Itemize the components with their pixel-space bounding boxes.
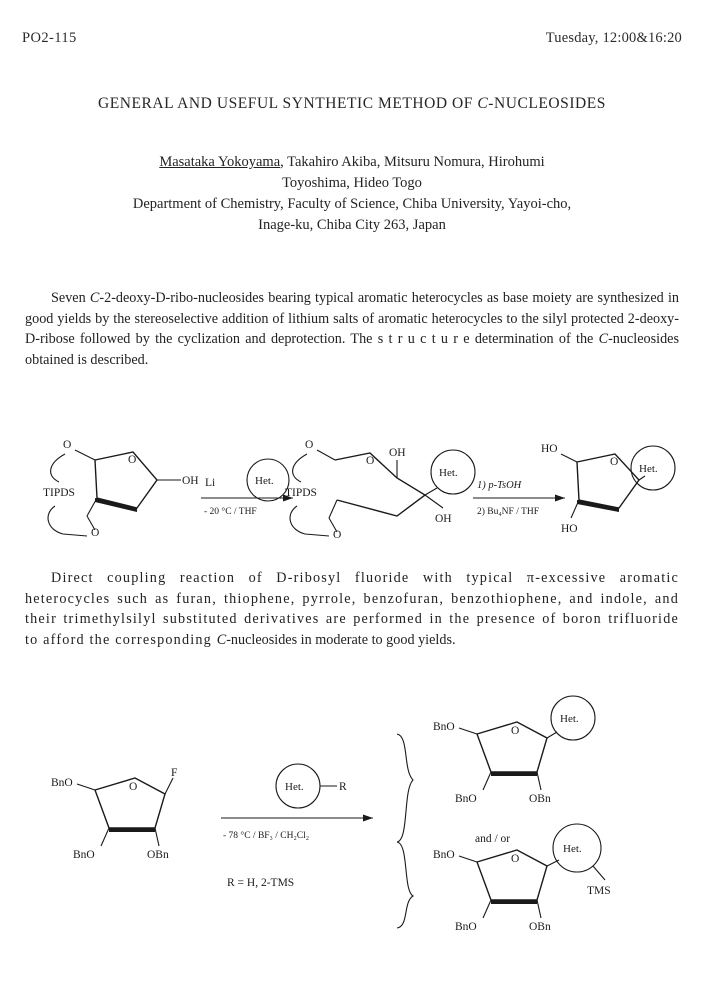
coauthors-line-1: , Takahiro Akiba, Mitsuru Nomura, Hirohumi — [280, 154, 545, 170]
author-line-1 — [60, 152, 644, 173]
arrow1-conditions: - 20 °C / THF — [204, 507, 257, 517]
abstract1-seg1: Seven — [51, 290, 90, 306]
title-italic-c: C — [477, 95, 489, 112]
abstract2-seg1: Direct coupling reaction of D-ribosyl fluoride with typical π-excessive aromatic heterocycles such as furan, thiophene, pyrrole, benzofuran, benzothiophene, and indole, and their trimethylsilyl substituted derivatives are performed in the presence of boron trifluoride to afford the corresponding — [25, 570, 679, 648]
reaction-scheme-2 — [25, 690, 679, 940]
affiliation-line-1: Department of Chemistry, Faculty of Science, Chiba University, Yayoi-cho, — [132, 196, 572, 212]
abstract1-seg3: -nucleosides obtained is described. — [25, 331, 679, 368]
s2-p1-bno-bottom: BnO — [455, 793, 477, 805]
mid-oh-top: OH — [389, 447, 406, 459]
abstract2-italic-c: C — [216, 631, 227, 648]
reaction-scheme-1 — [25, 420, 679, 545]
s2-sm-f-label: F — [171, 767, 178, 779]
arrow1-het-label: Het. — [255, 475, 274, 487]
mid-lower-oxygen: O — [333, 529, 342, 541]
s2-p1-ring-oxygen: O — [511, 725, 520, 737]
prod-ho-bottom: HO — [561, 523, 578, 535]
abstract1-seg2: -2-deoxy-D-ribo-nucleosides bearing typical aromatic heterocycles as base moiety are synthesized in good yields by the stereoselective addition of lithium salts of aromatic heterocycles to the silyl protected 2-deoxy-D-ribose followed by the cyclization and deprotection. The s t r u c t u r e determination of the — [25, 290, 679, 347]
abstract2-seg2: -nucleosides in moderate to good yields. — [226, 631, 456, 648]
s2-p2-bno-top: BnO — [433, 849, 455, 861]
s2-p1-bno-top: BnO — [433, 721, 455, 733]
sm-tipds-label: TIPDS — [43, 487, 75, 499]
s2-sm-bno-bottom: BnO — [73, 849, 95, 861]
sm-ring-oxygen: O — [128, 454, 137, 466]
affiliation-line-2: Inage-ku, Chiba City 263, Japan — [258, 217, 446, 233]
mid-oh-bottom: OH — [435, 513, 452, 525]
s2-arrow-conditions: - 78 °C / BF₃ / CH₂Cl₂ — [223, 831, 310, 841]
page-title — [0, 95, 704, 113]
s2-p2-ring-oxygen: O — [511, 853, 520, 865]
title-part-1: GENERAL AND USEFUL SYNTHETIC METHOD OF — [98, 95, 478, 112]
s2-p2-bno-bottom: BnO — [455, 921, 477, 933]
s2-arrow-r: R — [339, 781, 347, 793]
sm-oh-label: OH — [182, 475, 199, 487]
presenting-author: Masataka Yokoyama — [159, 154, 281, 170]
page-header — [22, 30, 682, 47]
title-part-2: -NUCLEOSIDES — [488, 95, 606, 112]
s2-sm-obn: OBn — [147, 849, 169, 861]
sm-upper-oxygen: O — [63, 439, 72, 451]
s2-p2-obn: OBn — [529, 921, 551, 933]
session-time: Tuesday, 12:00&16:20 — [545, 30, 682, 46]
s2-r-definition: R = H, 2-TMS — [227, 877, 295, 889]
arrow2-step1: 1) p-TsOH — [477, 480, 522, 491]
abstract-paragraph-1 — [25, 288, 679, 370]
arrow1-li-label: Li — [205, 477, 216, 489]
abstract1-italic-c-2: C — [598, 331, 609, 347]
s2-p1-obn: OBn — [529, 793, 551, 805]
prod-ring-oxygen: O — [610, 456, 619, 468]
abstract-paragraph-2 — [25, 568, 679, 650]
author-block — [60, 152, 644, 236]
abstract-code: PO2-115 — [22, 30, 77, 46]
mid-ring-oxygen: O — [366, 455, 375, 467]
mid-het-label: Het. — [439, 467, 458, 479]
arrow2-step2: 2) Bu₄NF / THF — [477, 507, 539, 517]
s2-and-or: and / or — [475, 833, 511, 845]
s2-sm-bno-top: BnO — [51, 777, 73, 789]
s2-p1-het: Het. — [560, 713, 579, 725]
prod-ho-top: HO — [541, 443, 558, 455]
s2-arrow-het: Het. — [285, 781, 304, 793]
author-line-2: Toyoshima, Hideo Togo — [282, 175, 422, 191]
s2-p2-het: Het. — [563, 843, 582, 855]
s2-p2-tms: TMS — [587, 885, 611, 897]
mid-tipds-label: TIPDS — [285, 487, 317, 499]
s2-sm-ring-oxygen: O — [129, 781, 138, 793]
mid-upper-oxygen: O — [305, 439, 314, 451]
sm-lower-oxygen: O — [91, 527, 100, 539]
prod-het-label: Het. — [639, 463, 658, 475]
abstract1-italic-c-1: C — [89, 290, 100, 306]
